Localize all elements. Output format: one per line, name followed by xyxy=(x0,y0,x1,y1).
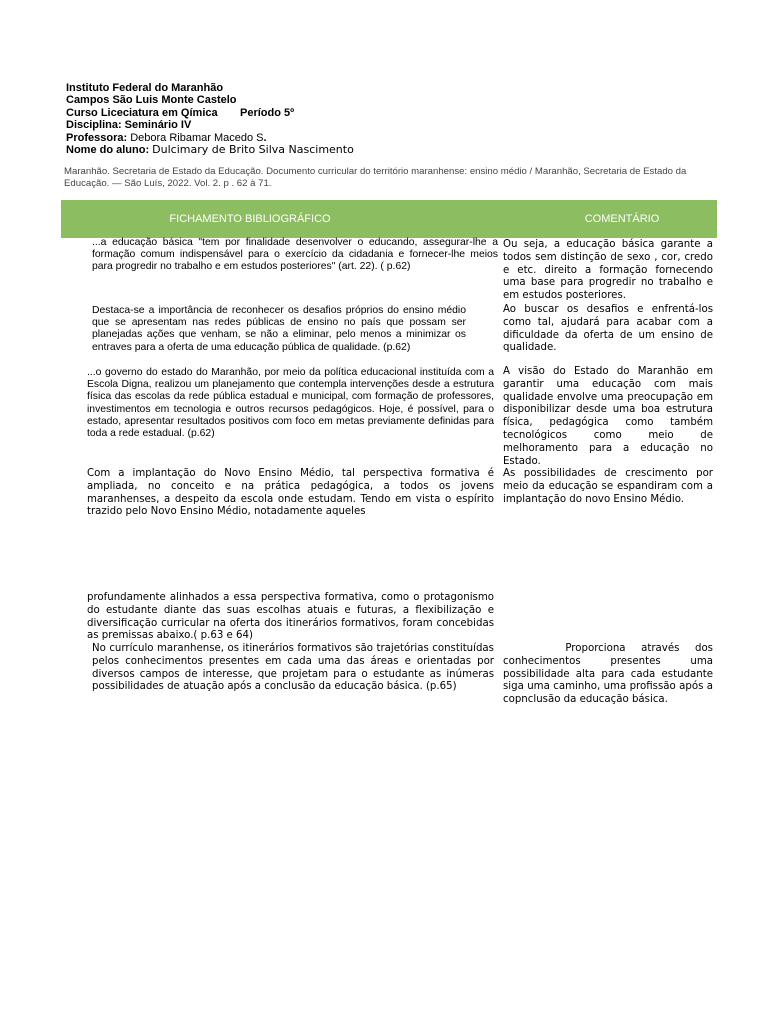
period: Período 5º xyxy=(240,106,295,119)
bibliographic-reference: Maranhão. Secretaria de Estado da Educação. Documento curricular do território maranhense: ensino médio / Maranhão, Secretaria de Estado da Educação. — São Luís, 2022. Vol. 2. p . 62 à 71. xyxy=(64,166,687,189)
table-header xyxy=(61,200,717,238)
course-name: Curso Liceciatura em Qímica xyxy=(66,106,218,119)
column-header-comentario: COMENTÁRIO xyxy=(584,213,660,225)
citation-6: No currículo maranhense, os itinerários formativos são trajetórias constituídas pelos conhecimentos presentes em cada uma das áreas e orientadas por diversos campos de interesse, que projetam para o estudante as inúmeras possibilidades de atuação após a conclusão da educação básica. (p.65) xyxy=(92,643,494,693)
professor-name: Debora Ribamar Macedo S xyxy=(130,131,264,144)
student-name: Dulcimary de Brito Silva Nascimento xyxy=(152,143,354,157)
comment-2: Ao buscar os desafios e enfrentá-los como tal, ajudará para acabar com a dificuldade da oferta de um ensino de qualidade. xyxy=(503,304,713,354)
citation-1: ...a educação básica "tem por finalidade desenvolver o educando, assegurar-lhe a formação comum indispensável para o exercício da cidadania e fornecer-lhe meios para progredir no trabalho e em estudos posteriores" (art. 22). ( p.62) xyxy=(92,237,498,273)
citation-5: profundamente alinhados a essa perspectiva formativa, como o protagonismo do estudante diante das suas escolhas atuais e futuras, a flexibilização e diversificação curricular na oferta dos itinerários formativos, foram concebidas as premissas abaixo.( p.63 e 64) xyxy=(87,592,494,642)
comment-1: Ou seja, a educação básica garante a todos sem distinção de sexo , cor, credo e etc. direito a formação fornecendo uma base para progredir no trabalho e em estudos posteriores. xyxy=(503,239,713,302)
institute-name: Instituto Federal do Maranhão xyxy=(66,82,224,94)
citation-4: Com a implantação do Novo Ensino Médio, tal perspectiva formativa é ampliada, no conceito e na prática pedagógica, a todos os jovens maranhenses, a despeito da escola onde estudam. Tendo em vista o espírito trazido pelo Novo Ensino Médio, notadamente aqueles xyxy=(87,468,494,518)
document-header xyxy=(66,82,354,156)
citation-3: ...o governo do estado do Maranhão, por meio da política educacional instituída com a Escola Digna, realizou um planejamento que contempla intervenções desde a estrutura física das escolas da rede pública estadual e municipal, com formação de professores, investimentos em tecnologia e outros recursos pedagógicos. Hoje, é possível, para o estado, apresentar resultados positivos com foco em metas previamente definidas para toda a rede estadual. (p.62) xyxy=(87,367,494,440)
discipline: Disciplina: Seminário IV xyxy=(66,119,192,132)
professor-end: . xyxy=(263,131,267,144)
campus-name: Campos São Luis Monte Castelo xyxy=(66,94,237,107)
comment-4: As possibilidades de crescimento por meio da educação se espandiram com a implantação do novo Ensino Médio. xyxy=(503,468,713,505)
citation-2: Destaca-se a importância de reconhecer os desafios próprios do ensino médio que se apresentam nas redes públicas de ensino no país que possam ser planejadas ações que venham, se não a eliminar, pelo menos a minimizar os entraves para a oferta de uma educação pública de qualidade. (p.62) xyxy=(92,305,466,353)
student-line xyxy=(66,144,354,156)
column-header-fichamento: FICHAMENTO BIBLIOGRÁFICO xyxy=(169,213,331,225)
student-label: Nome do aluno: xyxy=(66,144,150,157)
course-line xyxy=(66,107,354,119)
professor-label: Professora: xyxy=(66,131,131,144)
comment-3: A visão do Estado do Maranhão em garantir uma educação com mais qualidade envolve uma preocupação em disponibilizar desde uma boa estrutura física, pedagógica como também tecnológicos como meio de melhoramento para a educação no Estado. xyxy=(503,366,713,467)
comment-5: Proporciona através dos conhecimentos presentes uma possibilidade alta para cada estudante siga uma caminho, uma profissão após a copnclusão da educação básica. xyxy=(503,643,717,706)
